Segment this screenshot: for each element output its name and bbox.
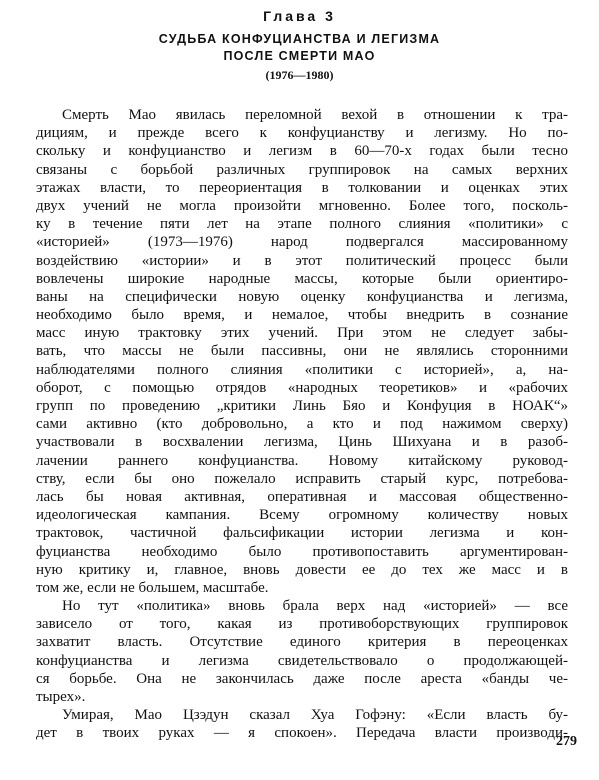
text-line: Смерть Мао явилась переломной вехой в отношении к тра- — [62, 107, 568, 123]
text-line: участвовали в восхвалении легизма, Цинь Шихуана и в разоб- — [36, 434, 568, 451]
text-line: наблюдателями полного слияния «политики с историей», а, на- — [36, 361, 568, 378]
text-line: двух учений не могла произойти мгновенно. Более того, посколь- — [36, 197, 568, 214]
text-line: масс иную трактовку этих учений. При этом не следует забы- — [36, 325, 568, 342]
text-line: оборот, с помощью отрядов «народных теоретиков» и «рабочих — [36, 379, 568, 396]
chapter-title-line-1: СУДЬБА КОНФУЦИАНСТВА И ЛЕГИЗМА — [158, 32, 441, 46]
text-line: том же, если не большем, масштабе. — [36, 579, 269, 596]
text-line: захватит власть. Отсутствие единого критерия в переоценках — [36, 634, 568, 651]
text-line: необходимо было время, и немалое, чтобы внедрить в сознание — [36, 307, 568, 324]
text-line: Но тут «политика» вновь брала верх над «историей» — все — [62, 598, 568, 615]
text-line: лачении раннего конфуцианства. Новому китайскому руковод- — [36, 452, 568, 469]
chapter-label: Глава 3 — [263, 8, 336, 24]
text-line: ку в течение пяти лет на этапе полного слияния «политики» с — [36, 216, 568, 233]
text-line: конфуцианства и легизма свидетельствовало о продолжающей- — [36, 652, 568, 669]
text-line: воздействию «истории» и в этот политический процесс были — [36, 252, 568, 269]
text-line: связаны с борьбой различных группировок на самых верхних — [36, 161, 568, 178]
text-line: групп по проведению „критики Линь Бяо и Конфуция в НОАК“» — [36, 398, 568, 414]
text-line: ству, если бы оно пожелало исправить старый курс, потребова- — [36, 470, 568, 487]
text-line: «историей» (1973—1976) народ подвергался массированному — [36, 234, 568, 251]
text-line: Умирая, Мао Цзэдун сказал Хуа Гофэну: «Если власть бу- — [62, 707, 568, 724]
text-line: скольку и конфуцианство и легизм в 60—70-х годах были тесно — [36, 143, 568, 160]
text-line: лась бы новая активная, оперативная и массовая общественно- — [36, 488, 568, 505]
text-line: вать, что массы не были пассивны, они не являлись сторонними — [36, 343, 568, 360]
text-line: вовлечены широкие народные массы, которые были ориентиро- — [36, 270, 568, 287]
text-line: сами активно (кто добровольно, а кто и под нажимом сверху) — [36, 416, 568, 433]
text-line: этажах власти, то переориентация в толковании и оценках этих — [36, 179, 568, 196]
text-line: зависело от того, какая из противоборствующих группировок — [36, 616, 568, 633]
text-line: ся борьбе. Она не закончилась даже после ареста «банды че- — [36, 670, 568, 687]
text-line: идеологическая кампания. Всему огромному количеству новых — [36, 507, 568, 524]
chapter-years: (1976—1980) — [265, 68, 334, 82]
chapter-title-line-2: ПОСЛЕ СМЕРТИ МАО — [223, 49, 376, 63]
text-line: ную критику и, главное, вновь довести ее до тех же масс и в — [36, 561, 568, 578]
text-line: дициям, и прежде всего к конфуцианству и легизму. Но по- — [36, 125, 568, 142]
text-line: тырех». — [36, 689, 86, 705]
text-line: ваны на специфически новую оценку конфуцианства и легизма, — [36, 288, 568, 305]
text-line: дет в твоих руках — я спокоен». Передача власти производи- — [36, 725, 568, 742]
body-text — [36, 106, 568, 743]
text-line: трактовок, частичной фальсификации истории легизма и кон- — [36, 525, 568, 542]
text-line: фуцианства необходимо было противопоставить аргументирован- — [36, 543, 568, 560]
page-number: 279 — [556, 734, 577, 749]
